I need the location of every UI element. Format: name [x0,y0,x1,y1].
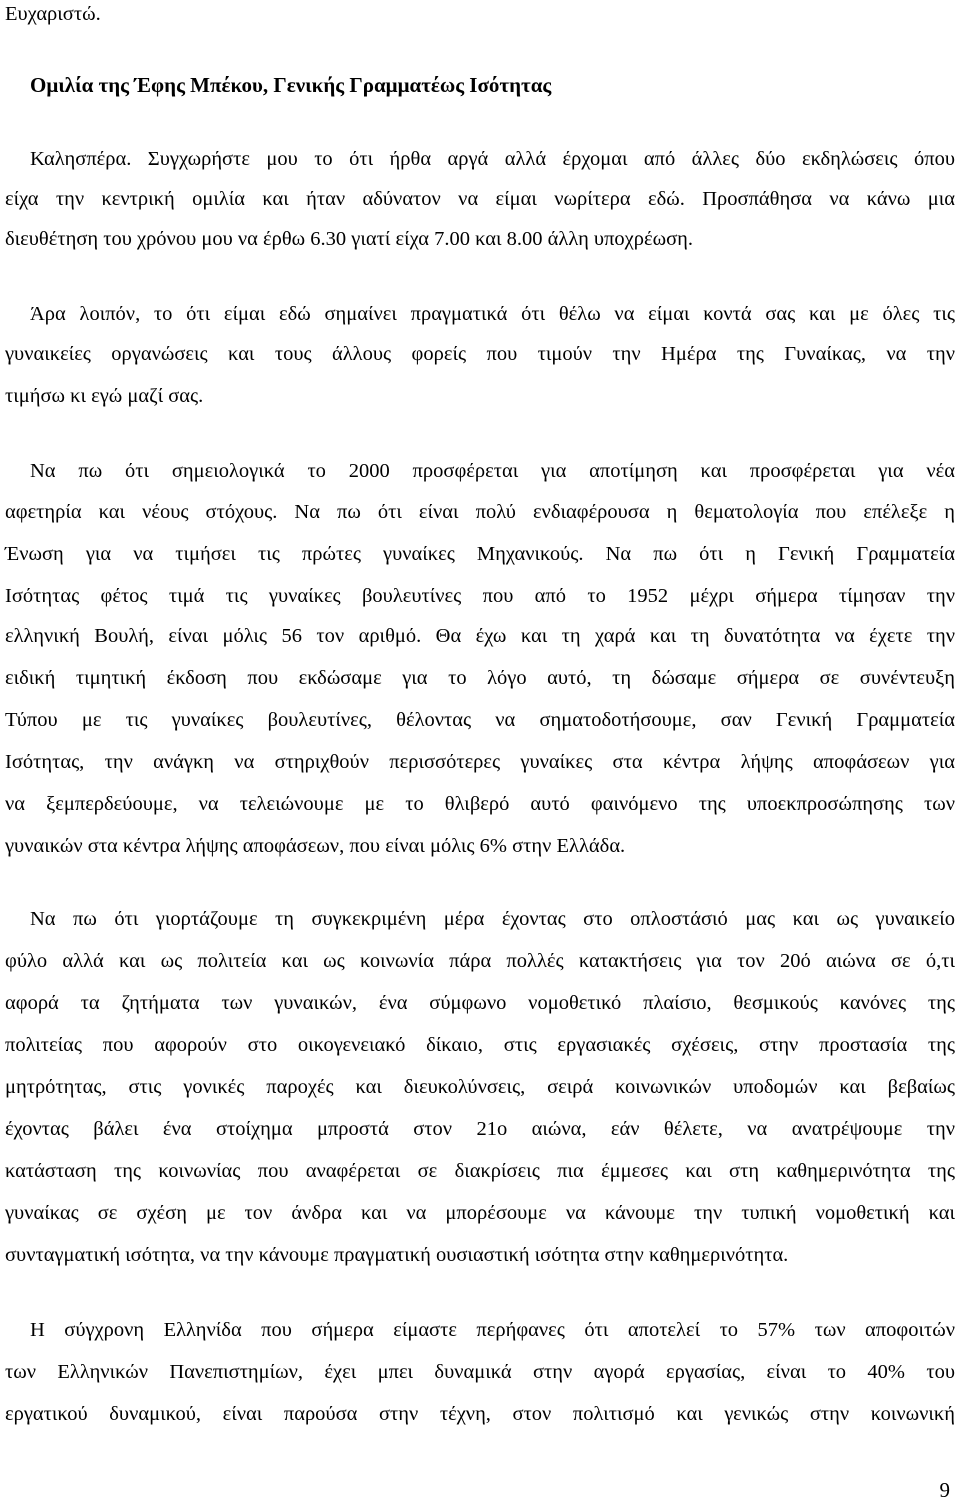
paragraph-4-line-9: συνταγματική ισότητα, να την κάνουμε πραγματική ουσιαστική ισότητα στην καθημερινότητα. [5,1244,789,1266]
paragraph-2-line-2: γυναικείες οργανώσεις και τους άλλους φορείς που τιμούν την Ημέρα της Γυναίκας, να την [5,343,955,365]
paragraph-1-line-1: Καλησπέρα. Συγχωρήστε μου το ότι ήρθα αργά αλλά έρχομαι από άλλες δύο εκδηλώσεις όπου [30,148,955,170]
paragraph-4-line-7: κατάσταση της κοινωνίας που αναφέρεται σε διακρίσεις πια έμμεσες και στη καθημερινότητα της [5,1160,955,1182]
paragraph-5-line-1: Η σύγχρονη Ελληνίδα που σήμερα είμαστε περήφανες ότι αποτελεί το 57% των αποφοιτών [30,1319,955,1341]
paragraph-1-line-2: είχα την κεντρική ομιλία και ήταν αδύνατον να είμαι νωρίτερα εδώ. Προσπάθησα να κάνω μια [5,188,955,210]
paragraph-4-line-3: αφορά τα ζητήματα των γυναικών, ένα σύμφωνο νομοθετικό πλαίσιο, θεσμικούς κανόνες της [5,992,955,1014]
paragraph-4-line-5: μητρότητας, στις γονικές παροχές και διευκολύνσεις, σειρά κοινωνικών υποδομών και βεβαίως [5,1076,955,1098]
paragraph-4-line-8: γυναίκας σε σχέση με τον άνδρα και να μπορέσουμε να κάνουμε την τυπική νομοθετική και [5,1202,955,1224]
intro-text: Ευχαριστώ. [5,3,101,25]
paragraph-3-line-8: Ισότητας, την ανάγκη να στηριχθούν περισσότερες γυναίκες στα κέντρα λήψης αποφάσεων για [5,751,955,773]
paragraph-4-line-1: Να πω ότι γιορτάζουμε τη συγκεκριμένη μέρα έχοντας στο οπλοστάσιό μας και ως γυναικείο [30,908,955,930]
paragraph-5-line-3: εργατικού δυναμικού, είναι παρούσα στην τέχνη, στον πολιτισμό και γενικώς στην κοινωνική [5,1403,955,1425]
paragraph-3-line-1: Να πω ότι σημειολογικά το 2000 προσφέρεται για αποτίμηση και προσφέρεται για νέα [30,460,955,482]
paragraph-3-line-10: γυναικών στα κέντρα λήψης αποφάσεων, που είναι μόλις 6% στην Ελλάδα. [5,835,626,857]
paragraph-3-line-7: Τύπου με τις γυναίκες βουλευτίνες, θέλοντας να σηματοδοτήσουμε, σαν Γενική Γραμματεία [5,709,955,731]
paragraph-5-line-2: των Ελληνικών Πανεπιστημίων, έχει μπει δυναμικά στην αγορά εργασίας, είναι το 40% του [5,1361,955,1383]
page-title: Ομιλία της Έφης Μπέκου, Γενικής Γραμματέως Ισότητας [30,73,552,97]
paragraph-3-line-9: να ξεμπερδεύουμε, να τελειώνουμε με το θλιβερό αυτό φαινόμενο της υποεκπροσώπησης των [5,793,955,815]
paragraph-2-line-1: Άρα λοιπόν, το ότι είμαι εδώ σημαίνει πραγματικά ότι θέλω να είμαι κοντά σας και με όλες τις [30,303,955,325]
paragraph-1-line-3: διευθέτηση του χρόνου μου να έρθω 6.30 γιατί είχα 7.00 και 8.00 άλλη υποχρέωση. [5,228,694,250]
paragraph-3-line-4: Ισότητας φέτος τιμά τις γυναίκες βουλευτίνες που από το 1952 μέχρι σήμερα τίμησαν την [5,585,955,607]
paragraph-3-line-6: ειδική τιμητική έκδοση που εκδώσαμε για το λόγο αυτό, τη δώσαμε σήμερα σε συνέντευξη [5,667,955,689]
paragraph-3-line-5: ελληνική Βουλή, είναι μόλις 56 τον αριθμό. Θα έχω και τη χαρά και τη δυνατότητα να έχετε την [5,625,955,647]
page-number: 9 [939,1478,950,1502]
paragraph-4-line-6: έχοντας βάλει ένα στοίχημα μπροστά στον 21ο αιώνα, εάν θέλετε, να ανατρέψουμε την [5,1118,955,1140]
paragraph-3-line-3: Ένωση για να τιμήσει τις πρώτες γυναίκες Μηχανικούς. Να πω ότι η Γενική Γραμματεία [5,543,955,565]
paragraph-4-line-2: φύλο αλλά και ως πολιτεία και ως κοινωνία πάρα πολλές κατακτήσεις για τον 20ό αιώνα σε ό,τι [5,950,955,972]
paragraph-4-line-4: πολιτείας που αφορούν στο οικογενειακό δίκαιο, στις εργασιακές σχέσεις, στην προστασία της [5,1034,955,1056]
paragraph-3-line-2: αφετηρία και νέους στόχους. Να πω ότι είναι πολύ ενδιαφέρουσα η θεματολογία που επέλεξε η [5,501,955,523]
paragraph-2-line-3: τιμήσω κι εγώ μαζί σας. [5,385,204,407]
